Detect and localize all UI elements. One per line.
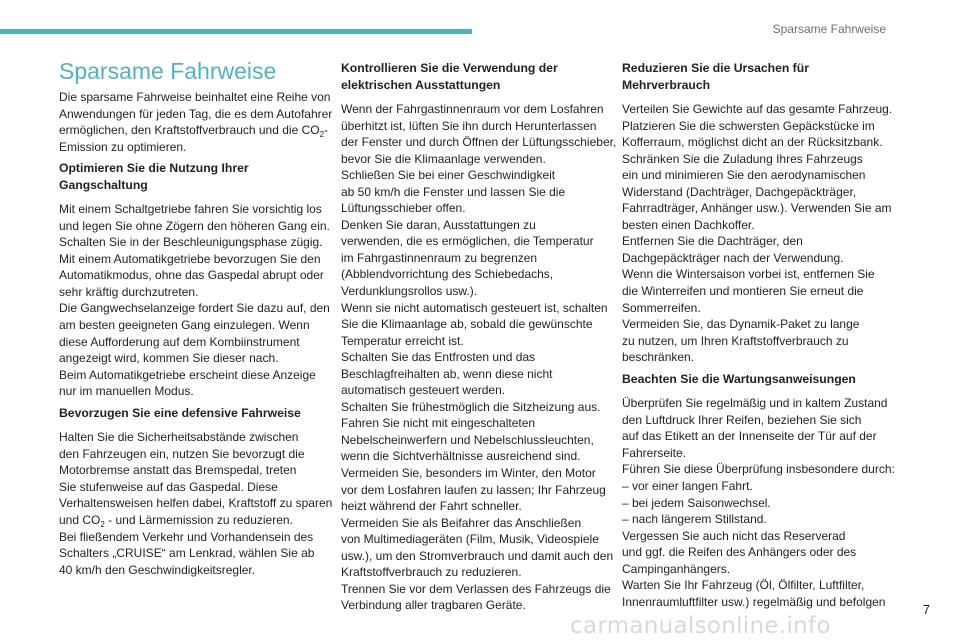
text-line: Wenn sie nicht automatisch gesteuert ist, schalten bbox=[341, 300, 608, 315]
text-line: Kofferraum, möglichst dicht an der Rücksitzbank. bbox=[622, 135, 883, 150]
text-line: von Multimediageräten (Film, Musik, Videospiele bbox=[341, 532, 599, 547]
column-3 bbox=[622, 56, 895, 615]
text-line: usw.), um den Stromverbrauch und damit auch den bbox=[341, 548, 614, 563]
text-line: Mit einem Schaltgetriebe fahren Sie vorsichtig los bbox=[59, 202, 322, 217]
text-line: Überprüfen Sie regelmäßig und in kaltem Zustand bbox=[622, 396, 888, 411]
text-line: Vermeiden Sie, das Dynamik-Paket zu lange bbox=[622, 317, 860, 332]
text-line: (Abblendvorrichtung des Schiebedachs, bbox=[341, 267, 554, 282]
text-line: Kraftstoffverbrauch zu reduzieren. bbox=[341, 565, 522, 580]
column-1 bbox=[59, 56, 333, 583]
header-accent-bar bbox=[0, 29, 472, 34]
text-line: Motorbremse anstatt das Bremspedal, treten bbox=[59, 463, 297, 478]
text-line: Wenn die Wintersaison vorbei ist, entfernen Sie bbox=[622, 267, 875, 282]
text-line: Beim Automatikgetriebe erscheint diese Anzeige bbox=[59, 367, 316, 382]
section-heading-gangschaltung bbox=[59, 160, 325, 193]
text-line: Entfernen Sie die Dachträger, den bbox=[622, 234, 803, 249]
text-line: und legen Sie ohne Zögern den höheren Gang ein. bbox=[59, 218, 330, 233]
heading-line: Kontrollieren Sie die Verwendung der bbox=[341, 61, 558, 75]
text-line: Vermeiden Sie, besonders im Winter, den Motor bbox=[341, 466, 596, 481]
subscript: 2 bbox=[100, 519, 105, 529]
text-line: Automatikmodus, ohne das Gaspedal abrupt oder bbox=[59, 268, 324, 283]
text-line: Innenraumluftfilter usw.) regelmäßig und befolgen bbox=[622, 594, 886, 609]
text-line: zu nutzen, um Ihren Kraftstoffverbrauch zu bbox=[622, 333, 849, 348]
text-line: angezeigt wird, kommen Sie dieser nach. bbox=[59, 351, 279, 366]
text-line: Sie die Klimaanlage ab, sobald die gewünschte bbox=[341, 317, 593, 332]
text-line: den Fahrzeugen ein, nutzen Sie bevorzugt die bbox=[59, 446, 305, 461]
section-heading-mehrverbrauch bbox=[622, 60, 888, 93]
heading-line: elektrischen Ausstattungen bbox=[341, 77, 501, 92]
text-line: besten einen Dachkoffer. bbox=[622, 217, 755, 232]
text-line: Schalters „CRUISE“ am Lenkrad, wählen Sie ab bbox=[59, 546, 315, 561]
text-line: Verteilen Sie Gewichte auf das gesamte Fahrzeug. bbox=[622, 102, 893, 116]
text-line: den Luftdruck Ihrer Reifen, beziehen Sie sich bbox=[622, 412, 862, 427]
heading-line: Mehrverbrauch bbox=[622, 77, 711, 92]
page-number: 7 bbox=[922, 602, 930, 617]
text-line: Halten Sie die Sicherheitsabstände zwischen bbox=[59, 430, 299, 445]
text-line: – bei jedem Saisonwechsel. bbox=[622, 495, 771, 510]
text-line: auf das Etikett an der Innenseite der Tür auf der bbox=[622, 429, 877, 444]
section-body-elektrische-ausstattungen bbox=[341, 101, 617, 614]
section-body-wartungsanweisungen bbox=[622, 395, 895, 610]
text-line: bevor Sie die Klimaanlage verwenden. bbox=[341, 151, 546, 166]
text-line: – vor einer langen Fahrt. bbox=[622, 478, 753, 493]
section-body-defensive-fahrweise bbox=[59, 429, 333, 578]
text-line-co2 bbox=[59, 512, 325, 529]
text-line: Dachgepäckträger nach der Verwendung. bbox=[622, 250, 844, 265]
heading-line: Gangschaltung bbox=[59, 177, 148, 192]
text-line: sehr kräftig durchzutreten. bbox=[59, 284, 199, 299]
text-block bbox=[59, 429, 333, 512]
page-title: Sparsame Fahrweise bbox=[59, 58, 277, 84]
heading-line: Reduzieren Sie die Ursachen für bbox=[622, 61, 809, 75]
text-line: Lüftungsschieber offen. bbox=[341, 201, 466, 216]
text-line: Fahrerseite. bbox=[622, 445, 687, 460]
text-fragment: - und Lärmemission zu reduzieren. bbox=[104, 512, 293, 527]
text-line: Führen Sie diese Überprüfung insbesondere durch: bbox=[622, 462, 895, 477]
text-line: Denken Sie daran, Ausstattungen zu bbox=[341, 217, 536, 232]
text-fragment: ermöglichen, den Kraftstoffverbrauch und die CO bbox=[59, 123, 320, 138]
text-line: automatisch gesteuert werden. bbox=[341, 383, 506, 398]
text-line: ein und minimieren Sie den aerodynamischen bbox=[622, 168, 866, 183]
text-line: wenn die Sichtverhältnisse ausreichend sind. bbox=[341, 449, 581, 464]
text-fragment: und CO bbox=[59, 512, 101, 527]
text-line: Schalten Sie in der Beschleunigungsphase zügig. bbox=[59, 235, 323, 250]
text-line: am besten geeigneten Gang einzulegen. Wenn bbox=[59, 318, 310, 333]
watermark: carmanualsonline.info bbox=[570, 613, 831, 639]
text-line: diese Aufforderung auf dem Kombiinstrument bbox=[59, 334, 300, 349]
text-line: die Winterreifen und montieren Sie erneut die bbox=[622, 284, 864, 299]
section-body-gangschaltung bbox=[59, 201, 330, 400]
running-header: Sparsame Fahrweise bbox=[772, 22, 886, 36]
text-line: Nebelscheinwerfern und Nebelschlussleuchten, bbox=[341, 432, 594, 447]
text-line: Campinganhängers. bbox=[622, 561, 731, 576]
text-line: Die Gangwechselanzeige fordert Sie dazu auf, den bbox=[59, 301, 330, 316]
text-line: vor dem Losfahren laufen zu lassen; Ihr Fahrzeug bbox=[341, 482, 606, 497]
text-line: Vergessen Sie auch nicht das Reserverad bbox=[622, 528, 846, 543]
text-line: Fahrradträger, Anhänger usw.). Verwenden Sie am bbox=[622, 201, 892, 216]
text-line: Temperatur erreicht ist. bbox=[341, 333, 464, 348]
text-line: 40 km/h den Geschwindigkeitsregler. bbox=[59, 562, 256, 577]
text-line: – nach längerem Stillstand. bbox=[622, 512, 767, 527]
subscript: 2 bbox=[319, 130, 325, 140]
text-fragment: - bbox=[324, 123, 329, 138]
text-line: Verdunklungsrollos usw.). bbox=[341, 284, 478, 299]
text-block bbox=[59, 529, 325, 579]
text-line: Trennen Sie vor dem Verlassen des Fahrzeugs die bbox=[341, 581, 611, 596]
section-heading-defensive-fahrweise: Bevorzugen Sie eine defensive Fahrweise bbox=[59, 405, 301, 420]
text-line: Die sparsame Fahrweise beinhaltet eine Reihe von bbox=[59, 90, 331, 104]
text-line: beschränken. bbox=[622, 350, 695, 365]
text-line: Beschlagfreihalten ab, wenn diese nicht bbox=[341, 366, 553, 381]
text-line: Schließen Sie bei einer Geschwindigkeit bbox=[341, 168, 556, 183]
text-line: Vermeiden Sie als Beifahrer das Anschließen bbox=[341, 515, 582, 530]
section-heading-wartungsanweisungen: Beachten Sie die Wartungsanweisungen bbox=[622, 371, 856, 386]
text-line: überhitzt ist, lüften Sie ihn durch Herunterlassen bbox=[341, 118, 597, 133]
heading-line: Optimieren Sie die Nutzung Ihrer bbox=[59, 161, 249, 176]
text-line: Mit einem Automatikgetriebe bevorzugen Sie den bbox=[59, 251, 321, 266]
text-line: Verhaltensweisen helfen dabei, Kraftstoff zu sparen bbox=[59, 496, 333, 511]
text-line: Wenn der Fahrgastinnenraum vor dem Losfahren bbox=[341, 102, 604, 116]
text-line: Schalten Sie frühestmöglich die Sitzheizung aus. bbox=[341, 399, 601, 414]
text-line: und ggf. die Reifen des Anhängers oder des bbox=[622, 545, 857, 560]
text-line: ab 50 km/h die Fenster und lassen Sie die bbox=[341, 184, 566, 199]
intro-paragraph bbox=[59, 89, 333, 155]
text-line: Emission zu optimieren. bbox=[59, 139, 187, 154]
text-line: Sie stufenweise auf das Gaspedal. Diese bbox=[59, 479, 278, 494]
text-line: im Fahrgastinnenraum zu begrenzen bbox=[341, 250, 538, 265]
text-line: der Fenster und durch Öffnen der Lüftungsschieber, bbox=[341, 135, 617, 150]
text-line: Anwendungen für jeden Tag, die es dem Autofahrer bbox=[59, 106, 333, 121]
text-line: Sommerreifen. bbox=[622, 300, 701, 315]
section-heading-elektrische-ausstattungen bbox=[341, 60, 607, 93]
text-line: Bei fließendem Verkehr und Vorhandensein des bbox=[59, 529, 314, 544]
text-line-co2 bbox=[59, 122, 329, 140]
column-2 bbox=[341, 56, 617, 619]
text-line: Schränken Sie die Zuladung Ihres Fahrzeugs bbox=[622, 151, 863, 166]
text-line: Fahren Sie nicht mit eingeschalteten bbox=[341, 416, 536, 431]
text-line: Verbindung aller tragbaren Geräte. bbox=[341, 598, 526, 613]
section-body-mehrverbrauch bbox=[622, 101, 893, 366]
text-line: Schalten Sie das Entfrosten und das bbox=[341, 350, 536, 365]
text-line: heizt während der Fahrt schneller. bbox=[341, 499, 522, 514]
text-line: verwenden, die es ermöglichen, die Temperatur bbox=[341, 234, 594, 249]
text-line: Widerstand (Dachträger, Dachgepäckträger, bbox=[622, 184, 857, 199]
text-line: Platzieren Sie die schwersten Gepäckstücke im bbox=[622, 118, 875, 133]
text-line: Warten Sie Ihr Fahrzeug (Öl, Ölfilter, Luftfilter, bbox=[622, 578, 865, 593]
text-line: nur im manuellen Modus. bbox=[59, 384, 194, 399]
